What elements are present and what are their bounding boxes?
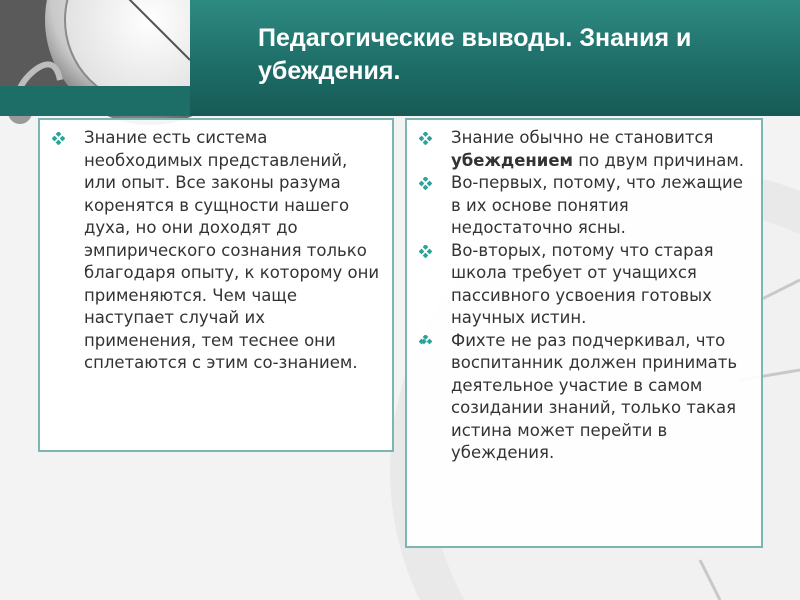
left-content-box	[38, 118, 394, 452]
right-bullet-item-4	[407, 330, 755, 465]
left-bullet-list	[40, 127, 380, 375]
right-bullet-text: Во-вторых, потому что старая школа требует от учащихся пассивного усвоения готовых научных истин.	[451, 240, 714, 327]
right-bullet-text-before: Знание обычно не становится	[451, 128, 714, 147]
left-bullet-text: Знание есть система необходимых представлений, или опыт. Все законы разума коренятся в сущности нашего духа, но они доходят до эмпирического сознания только благодаря опыту, к которому они применяются. Чем чаще наступает случай их применения, тем теснее они сплетаются с этим со-знанием.	[84, 128, 380, 372]
right-bullet-text: Во-первых, потому, что лежащие в их основе понятия недостаточно ясны.	[451, 173, 743, 237]
left-bullet-item	[40, 127, 380, 375]
diamond-bullet-icon	[419, 335, 432, 348]
right-bullet-text: Фихте не раз подчеркивал, что воспитанник должен принимать деятельное участие в самом созидании знаний, только такая истина может перейти в убеждения.	[451, 330, 738, 462]
right-bullet-item-3	[407, 240, 755, 330]
right-bullet-text-after: по двум причинам.	[573, 150, 745, 170]
right-bullet-list	[407, 127, 755, 465]
diamond-bullet-icon	[419, 177, 432, 190]
right-bullet-text-bold: убеждением	[451, 150, 574, 170]
right-bullet-item-1	[407, 127, 755, 172]
right-content-box	[405, 118, 763, 548]
header-bar-left	[0, 86, 190, 116]
right-bullet-item-2	[407, 172, 755, 240]
diamond-bullet-icon	[52, 132, 65, 145]
slide-title: Педагогические выводы. Знания и убеждения.	[258, 24, 692, 85]
diamond-bullet-icon	[419, 132, 432, 145]
diamond-bullet-icon	[419, 245, 432, 258]
